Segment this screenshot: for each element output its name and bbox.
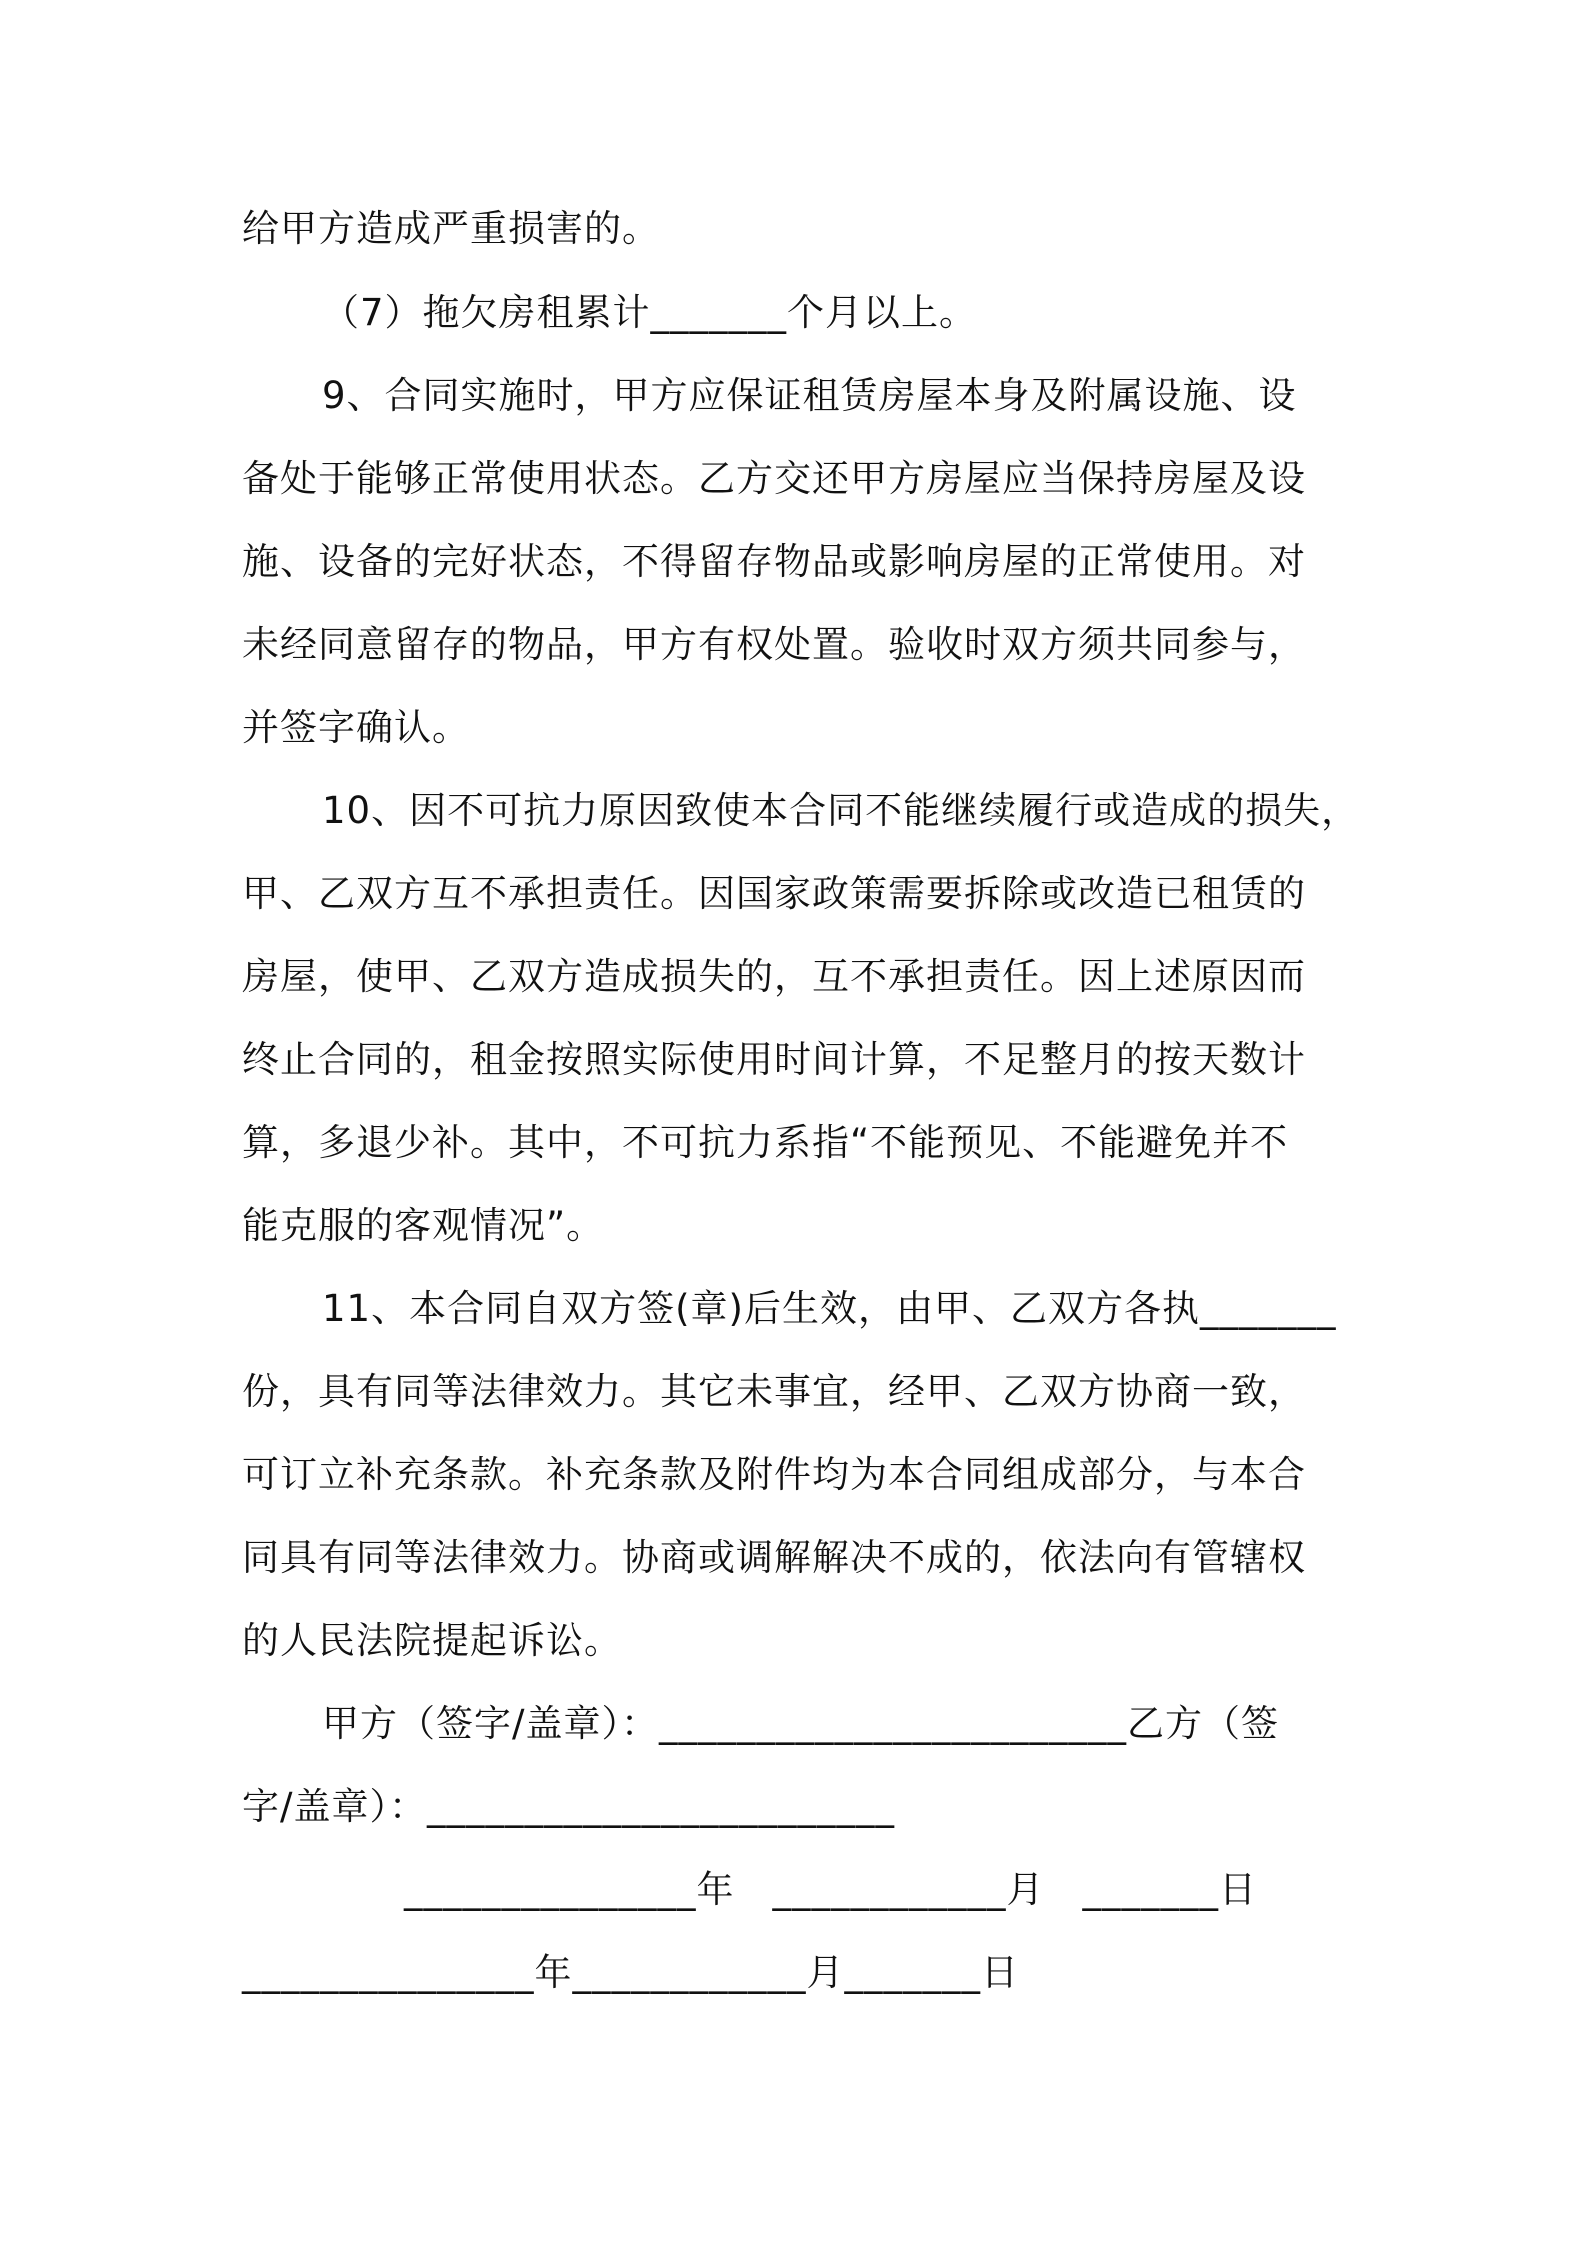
date-line-2: _______________年____________月_______日: [242, 1951, 1019, 1994]
clause-7-line: （7）拖欠房租累计_______个月以上。: [322, 291, 978, 334]
date-line-1: _______________年 ____________月 _______日: [404, 1868, 1257, 1911]
clause-10-line-1: 10、因不可抗力原因致使本合同不能继续履行或造成的损失，: [322, 789, 1360, 832]
signature-party-a-line: 甲方（签字/盖章）：________________________乙方（签: [322, 1702, 1279, 1745]
clause-9-line-4: 未经同意留存的物品，甲方有权处置。验收时双方须共同参与，: [242, 623, 1306, 666]
signature-party-b-line: 字/盖章）：________________________: [242, 1785, 895, 1828]
clause-10-line-3: 房屋，使甲、乙双方造成损失的，互不承担责任。因上述原因而: [242, 955, 1306, 998]
clause-9-line-1: 9、合同实施时，甲方应保证租赁房屋本身及附属设施、设: [322, 374, 1297, 417]
clause-11-line-1: 11、本合同自双方签(章)后生效，由甲、乙双方各执_______: [322, 1287, 1337, 1330]
clause-11-line-4: 同具有同等法律效力。协商或调解解决不成的，依法向有管辖权: [242, 1536, 1306, 1579]
clause-9-line-3: 施、设备的完好状态，不得留存物品或影响房屋的正常使用。对: [242, 540, 1306, 583]
clause-10-line-2: 甲、乙双方互不承担责任。因国家政策需要拆除或改造已租赁的: [242, 872, 1306, 915]
clause-9-line-5: 并签字确认。: [242, 706, 470, 749]
text-line-1: 给甲方造成严重损害的。: [242, 207, 660, 250]
clause-10-line-6: 能克服的客观情况”。: [242, 1204, 605, 1247]
clause-11-line-3: 可订立补充条款。补充条款及附件均为本合同组成部分，与本合: [242, 1453, 1306, 1496]
clause-10-line-4: 终止合同的，租金按照实际使用时间计算，不足整月的按天数计: [242, 1038, 1306, 1081]
clause-11-line-2: 份，具有同等法律效力。其它未事宜，经甲、乙双方协商一致，: [242, 1370, 1306, 1413]
clause-9-line-2: 备处于能够正常使用状态。乙方交还甲方房屋应当保持房屋及设: [242, 457, 1306, 500]
clause-10-line-5: 算，多退少补。其中，不可抗力系指“不能预见、不能避免并不: [242, 1121, 1289, 1164]
clause-11-line-5: 的人民法院提起诉讼。: [242, 1619, 622, 1662]
